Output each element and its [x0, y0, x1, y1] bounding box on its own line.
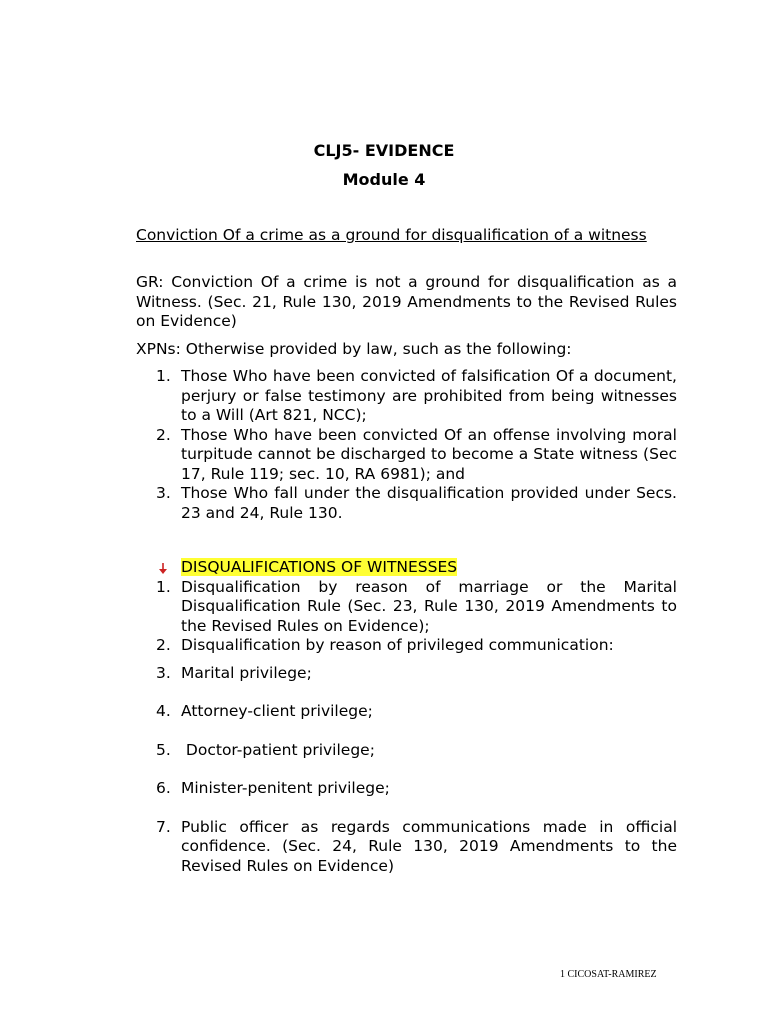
module-title: Module 4 [342, 170, 426, 189]
list-item-number: 3. [156, 484, 171, 502]
list-item-number: 7. [156, 817, 171, 836]
list-item-number: 3. [156, 663, 171, 682]
list-item-number: 1. [156, 577, 171, 596]
exceptions-list [136, 367, 677, 523]
list-item-text: Disqualification by reason of privileged communication: [181, 636, 614, 654]
list-item-number: 1. [156, 367, 171, 385]
exceptions-intro: XPNs: Otherwise provided by law, such as the following: [136, 340, 572, 358]
list-item-text: Public officer as regards communications made in official confidence. (Sec. 24, Rule 130, 2019 Amendments to the Revised Rules on Evidence) [181, 817, 677, 875]
list-item-text: Those Who have been convicted Of an offense involving moral turpitude cannot be discharged to become a State witness (Sec 17, Rule 119; sec. 10, RA 6981); and [181, 425, 677, 483]
list-item [136, 367, 677, 426]
list-item-text: Doctor-patient privilege; [181, 740, 375, 759]
list-item [136, 578, 677, 637]
list-item-text: Minister-penitent privilege; [181, 779, 390, 797]
list-item [136, 779, 677, 799]
section-heading-disqualifications: DISQUALIFICATIONS OF WITNESSES [181, 558, 458, 576]
list-item-number: 5. [156, 740, 171, 759]
list-item [136, 426, 677, 485]
list-item-text: Attorney-client privilege; [181, 702, 373, 720]
document-title: CLJ5- EVIDENCE [313, 141, 455, 160]
list-item [136, 636, 677, 656]
list-item [136, 818, 677, 877]
arrow-down-icon [136, 558, 181, 577]
list-item-text: Those Who fall under the disqualification provided under Secs. 23 and 24, Rule 130. [181, 484, 677, 522]
page-footer: 1 CICOSAT-RAMIREZ [560, 969, 657, 980]
section-heading-conviction: Conviction Of a crime as a ground for disqualification of a witness [136, 226, 647, 244]
list-item [136, 664, 677, 684]
disqualifications-section [136, 558, 677, 876]
list-item [136, 702, 677, 722]
list-item-number: 2. [156, 636, 171, 654]
list-item-number: 2. [156, 425, 171, 444]
list-item [136, 741, 677, 761]
list-item-number: 6. [156, 779, 171, 797]
list-item-number: 4. [156, 702, 171, 720]
list-item-text: Marital privilege; [181, 663, 312, 682]
general-rule-paragraph: GR: Conviction Of a crime is not a ground for disqualification as a Witness. (Sec. 21, Rule 130, 2019 Amendments to the Revised Rules on Evidence) [136, 273, 677, 330]
list-item-text: Disqualification by reason of marriage or the Marital Disqualification Rule (Sec. 23, Rule 130, 2019 Amendments to the Revised Rules on Evidence); [181, 577, 677, 635]
list-item-text: Those Who have been convicted of falsification Of a document, perjury or false testimony are prohibited from being witnesses to a Will (Art 821, NCC); [181, 367, 677, 424]
section-heading-row [136, 558, 677, 578]
list-item [136, 484, 677, 523]
